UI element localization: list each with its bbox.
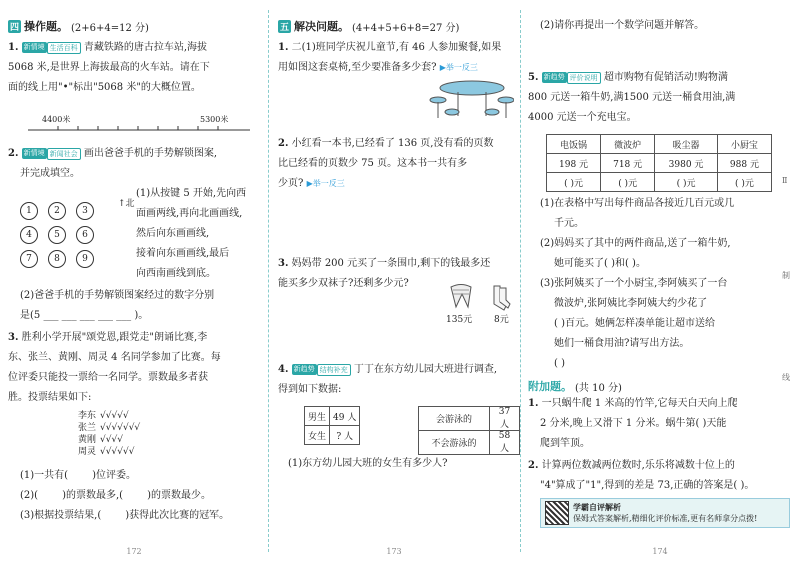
question-5-1: 1. 二(1)班同学庆祝儿童节,有 46 人参加聚餐,如果 用如图这套桌椅,至少要准备多少套? ▶举一反三 — [278, 42, 502, 73]
page-number: 173 — [386, 547, 402, 556]
item-price-cell: 198 元 — [547, 154, 601, 173]
question-5-4-2: (2)请你再提出一个数学问题并解答。 — [540, 20, 705, 31]
question-2-steps: (1)从按键 5 开始,先向西 面画两线,再向北画画线, 然后向东画画线, 接着向东画画线,最后 向西南画线到底。 — [136, 188, 247, 279]
keypad-key[interactable]: 8 — [48, 250, 66, 268]
keypad-key[interactable]: 4 — [20, 226, 38, 244]
self-check-banner[interactable]: 学霸自评解析 保姆式答案解析,精细化评价标准,更有名师拿分点拨! — [540, 498, 790, 528]
north-arrow: ↑北 — [118, 199, 135, 209]
column-174 — [520, 0, 800, 566]
section-points: (4+4+5+6+8=27 分) — [352, 22, 460, 34]
section-4-heading — [8, 18, 262, 34]
table-chairs-illustration — [428, 78, 514, 122]
binding-mark: 制 — [782, 271, 790, 280]
candidate-name: 周灵 — [78, 447, 97, 457]
scarf-icon — [446, 282, 476, 312]
page-number: 174 — [652, 547, 668, 556]
socks-price: 8元 — [494, 315, 509, 325]
question-2: 2. 新情境 新闻社会 画出爸爸手机的手势解锁图案, 并完成填空。 — [8, 148, 218, 179]
keypad-key[interactable]: 2 — [48, 202, 66, 220]
section-points: (2+6+4=12 分) — [71, 22, 149, 34]
vote-tally — [78, 410, 140, 458]
bonus-question-1: 1. 一只蜗牛爬 1 米高的竹竿,它每天白天向上爬 2 分米,晚上又滑下 1 分米。蜗牛第( )天能 爬到竿顶。 — [528, 398, 738, 449]
candidate-name: 张兰 — [78, 423, 97, 433]
candidate-name: 李东 — [78, 411, 97, 421]
vote-row — [78, 410, 140, 422]
column-172 — [0, 0, 268, 566]
binding-mark: 线 — [782, 373, 790, 382]
section-number: 四 — [8, 20, 21, 33]
question-5-4-1: (1)东方幼儿园大班的女生有多少人? — [288, 458, 448, 469]
item-price-cell: 988 元 — [717, 154, 771, 173]
item-price-cell: 718 元 — [601, 154, 655, 173]
section-number: 五 — [278, 20, 291, 33]
qr-code-icon[interactable] — [545, 501, 569, 525]
number-line-end-label: 5300米 — [200, 115, 229, 124]
vote-marks: √√√√ — [100, 435, 123, 445]
item-name-cell: 小厨宝 — [717, 135, 771, 154]
answer-cell[interactable]: ( )元 — [655, 173, 718, 192]
swim-table: 会游泳的 37 人 不会游泳的 58 人 — [418, 406, 520, 455]
vote-row — [78, 446, 140, 458]
binding-mark: Ⅱ — [782, 176, 788, 185]
vote-marks: √√√√√√√ — [100, 423, 141, 433]
question-5-5: 5. 新趋势 评价说明 超市购物有促销活动!购物满 800 元送一箱牛奶,满1500 元送一桶食用油,满 4000 元送一个充电宝。 — [528, 72, 736, 123]
answer-cell[interactable]: ( )元 — [601, 173, 655, 192]
gender-table: 男生 49 人 女生 ? 人 — [304, 406, 360, 445]
vote-marks: √√√√√√ — [100, 447, 135, 457]
keypad-key[interactable]: 5 — [48, 226, 66, 244]
question-5-2: 2. 小红看一本书,已经看了 136 页,没有看的页数 比已经看的页数少 75 页。这本书一共有多 少页? ▶举一反三 — [278, 138, 494, 189]
price-table — [546, 134, 772, 192]
item-name-cell: 电饭锅 — [547, 135, 601, 154]
keypad-key[interactable]: 1 — [20, 202, 38, 220]
question-5-4: 4. 新趋势 结构补充 丁丁在东方幼儿园大班进行调查, 得到如下数据: — [278, 364, 498, 395]
candidate-name: 黄刚 — [78, 435, 97, 445]
item-name-cell: 吸尘器 — [655, 135, 718, 154]
number-line-start-label: 4400米 — [42, 115, 71, 124]
section-5-heading — [278, 18, 516, 34]
item-price-cell: 3980 元 — [655, 154, 718, 173]
question-5-5-sub: (1)在表格中写出每件商品各接近几百元或几 千元。 (2)妈妈买了其中的两件商品,送了一箱牛奶, 她可能买了( )和( )。 (3)张阿姨买了一个小厨宝,李阿姨买了一台 微波炉,张阿姨比李阿姨大约少花了 ( )百元。她俩怎样凑单能让超市送给 她们一桶食用油?请写出方法。 ( ) — [540, 198, 735, 369]
socks-icon — [490, 284, 512, 312]
question-5-3: 3. 妈妈带 200 元买了一条围巾,剩下的钱最多还 能买多少双袜子?还剩多少元? — [278, 258, 491, 289]
page-number: 172 — [126, 547, 142, 556]
keypad-key[interactable]: 7 — [20, 250, 38, 268]
keypad-key[interactable]: 3 — [76, 202, 94, 220]
column-173 — [268, 0, 520, 566]
section-title: 解决问题。 — [294, 20, 350, 33]
scarf-price: 135元 — [446, 315, 473, 325]
bonus-heading: 附加题。 (共 10 分) — [528, 380, 622, 394]
keypad-key[interactable]: 6 — [76, 226, 94, 244]
vote-row — [78, 434, 140, 446]
unlock-keypad — [20, 202, 98, 268]
question-3-fill: (1)一共有( )位评委。 (2)( )的票数最多,( )的票数最少。 (3)根据投票结果,( )获得此次比赛的冠军。 — [20, 470, 230, 521]
number-line-svg[interactable] — [24, 126, 256, 136]
answer-cell[interactable]: ( )元 — [717, 173, 771, 192]
bonus-question-2: 2. 计算两位数减两位数时,乐乐将减数十位上的 "4"算成了"1",得到的差是 73,正确的答案是( )。 — [528, 460, 755, 491]
keypad-key[interactable]: 9 — [76, 250, 94, 268]
number-line — [24, 108, 254, 138]
vote-marks: √√√√√ — [100, 411, 129, 421]
question-1: 1. 新情境 生活百科 青藏铁路的唐古拉车站,海拔 5068 米,是世界上海拔最高的火车站。请在下 面的线上用"•"标出"5068 米"的大概位置。 — [8, 42, 210, 93]
answer-cell[interactable]: ( )元 — [547, 173, 601, 192]
question-3: 3. 胜利小学开展"颂党恩,跟党走"朗诵比赛,李 东、张兰、黄刚、周灵 4 名同学参加了比赛。每 位评委只能投一票给一名同学。票数最多者获 胜。投票结果如下: — [8, 332, 221, 403]
section-title: 操作题。 — [24, 20, 69, 33]
question-2-fill: (2)爸爸手机的手势解锁图案经过的数字分别 是(5 ___ ___ ___ ___ ___ )。 — [20, 290, 215, 321]
vote-row — [78, 422, 140, 434]
item-name-cell: 微波炉 — [601, 135, 655, 154]
